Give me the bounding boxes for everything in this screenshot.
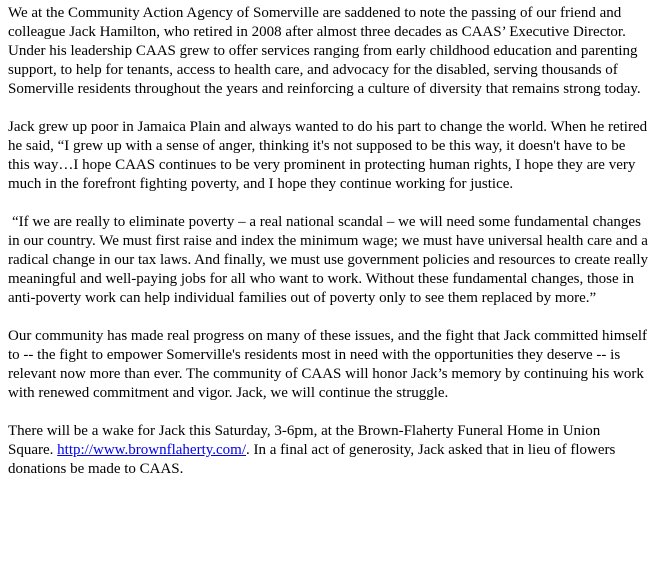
paragraph-community-progress: Our community has made real progress on many of these issues, and the fight that Jack committed himself to -- the fight to empower Somerville's residents most in need with the opportunities they deserve -- is relevant now more than ever. The community of CAAS will honor Jack’s memory by continuing his work with renewed commitment and vigor. Jack, we will continue the struggle. — [8, 328, 648, 401]
wake-text-after-link: . In a final act of generosity, Jack asked that in lieu of flowers donations be made to CAAS. — [8, 442, 616, 477]
paragraph-jack-quote: Jack grew up poor in Jamaica Plain and always wanted to do his part to change the world. When he retired he said, “I grew up with a sense of anger, thinking it's not supposed to be this way, it doesn't have to be this way…I hope CAAS continues to be very prominent in protecting human rights, I hope they are very much in the forefront fighting poverty, and I hope they continue working for justice. — [8, 119, 648, 192]
paragraph-wake-details — [8, 422, 649, 479]
paragraph-intro: We at the Community Action Agency of Somerville are saddened to note the passing of our friend and colleague Jack Hamilton, who retired in 2008 after almost three decades as CAAS’ Executive Director. Under his leadership CAAS grew to offer services ranging from early childhood education and parenting support, to help for tenants, access to health care, and advocacy for the disabled, serving thousands of Somerville residents throughout the years and reinforcing a culture of diversity that remains strong today. — [8, 5, 641, 97]
wake-text-before-link: There will be a wake for Jack this Saturday, 3-6pm, at the Brown-Flaherty Funeral Home in Union Square. — [8, 423, 601, 458]
funeral-home-link[interactable]: http://www.brownflaherty.com/ — [57, 442, 247, 458]
paragraph-poverty-quote: “If we are really to eliminate poverty – a real national scandal – we will need some fundamental changes in our country. We must first raise and index the minimum wage; we must have universal health care and a radical change in our tax laws. And finally, we must use government policies and resources to create really meaningful and well-paying jobs for all who want to work. Without these fundamental changes, those in anti-poverty work can help individual families out of poverty only to see them replaced by more.” — [8, 214, 649, 306]
